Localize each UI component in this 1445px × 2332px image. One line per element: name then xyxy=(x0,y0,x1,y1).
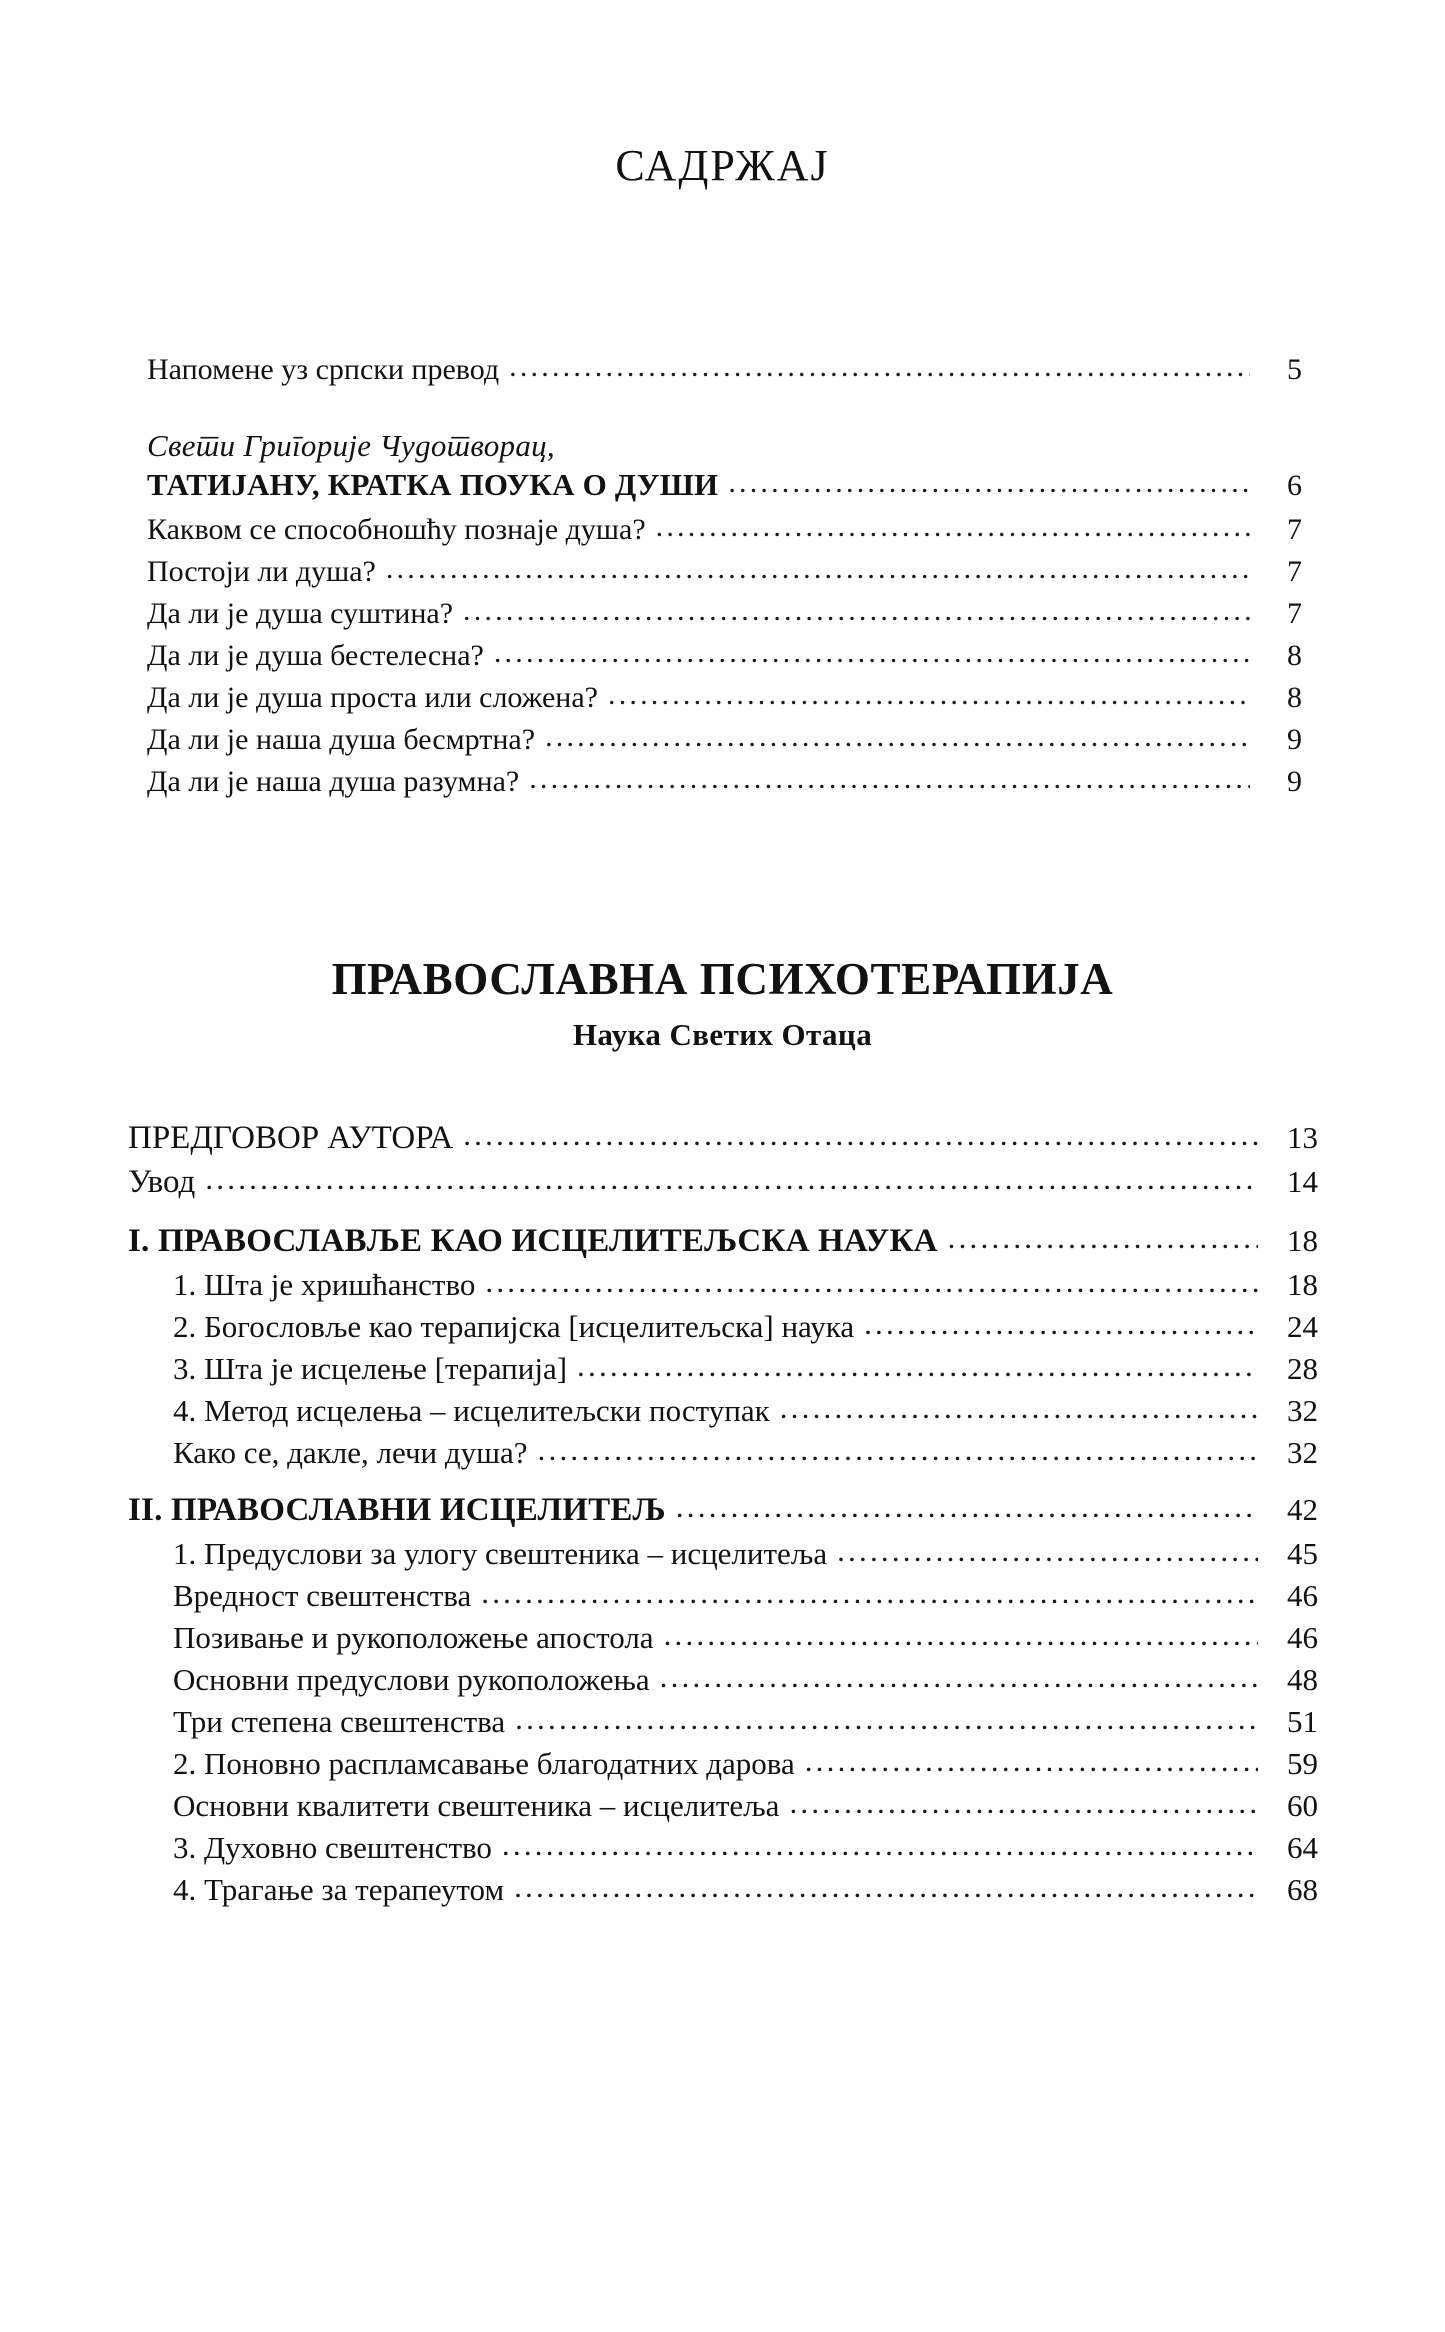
toc-entry[interactable] xyxy=(128,1395,1318,1426)
toc-entry[interactable] xyxy=(128,1269,1318,1300)
toc-entry-page: 5 xyxy=(1287,353,1302,386)
toc-entry[interactable] xyxy=(147,515,1302,545)
toc-entry-page: 6 xyxy=(1287,469,1302,503)
toc-entry-label: Каквом се способношћу познаје душа? xyxy=(147,513,646,547)
dot-leader xyxy=(577,1350,1258,1381)
dot-leader xyxy=(529,764,1250,794)
toc-entry-page: 14 xyxy=(1287,1164,1318,1199)
toc-entry-label: Напомене уз српски превод xyxy=(147,353,500,386)
toc-entry-page: 60 xyxy=(1287,1788,1318,1823)
dot-leader xyxy=(656,512,1250,542)
dot-leader xyxy=(502,1829,1258,1860)
toc-entry-label: Да ли је наша душа бесмртна? xyxy=(147,723,536,757)
dot-leader xyxy=(514,1871,1258,1902)
toc-entry-page: 9 xyxy=(1287,723,1302,757)
toc-entry-introduction[interactable] xyxy=(128,1166,1318,1199)
toc-entry-page: 8 xyxy=(1287,639,1302,673)
toc-entry-page: 59 xyxy=(1287,1746,1318,1781)
toc-entry-page: 64 xyxy=(1287,1830,1318,1865)
dot-leader xyxy=(386,554,1250,584)
toc-entry-label: 3. Духовно свештенство xyxy=(173,1830,492,1865)
toc-entry-page: 24 xyxy=(1287,1309,1318,1344)
toc-entry-label: Вредност свештенства xyxy=(173,1578,472,1613)
toc-entry-page: 42 xyxy=(1287,1492,1318,1527)
toc-entry-preface[interactable] xyxy=(128,1122,1318,1155)
toc-entry-label: 2. Богословље као терапијска [исцелитељска] наука xyxy=(173,1309,855,1344)
dot-leader xyxy=(481,1577,1258,1608)
toc-entry-label: 1. Шта је хришћанство xyxy=(173,1267,476,1302)
toc-entry-page: 48 xyxy=(1287,1662,1318,1697)
toc-entry-label: Три степена свештенства xyxy=(173,1704,506,1739)
dot-leader xyxy=(515,1703,1258,1734)
toc-entry-napomene[interactable] xyxy=(147,355,1302,385)
toc-entry-page: 45 xyxy=(1287,1536,1318,1571)
book-title-block xyxy=(0,955,1445,1053)
book-title: ПРАВОСЛАВНА ПСИХОТЕРАПИЈА xyxy=(331,954,1114,1004)
toc-entry[interactable] xyxy=(128,1538,1318,1569)
toc-entry-work-title[interactable] xyxy=(147,469,1302,501)
book-subtitle: Наука Светих Отаца xyxy=(572,1016,873,1052)
dot-leader xyxy=(837,1535,1258,1566)
page-title: САДРЖАЈ xyxy=(615,141,830,190)
toc-entry[interactable] xyxy=(147,641,1302,671)
toc-entry[interactable] xyxy=(147,767,1302,797)
toc-entry-page: 7 xyxy=(1287,597,1302,631)
toc-entry[interactable] xyxy=(128,1706,1318,1737)
dot-leader xyxy=(789,1787,1258,1818)
toc-entry-page: 32 xyxy=(1287,1435,1318,1470)
toc-entry-label: Увод xyxy=(128,1164,196,1200)
toc-entry-page: 7 xyxy=(1287,555,1302,589)
dot-leader xyxy=(676,1491,1258,1522)
dot-leader xyxy=(545,722,1250,752)
toc-entry-label: 3. Шта је исцелење [терапија] xyxy=(173,1351,568,1386)
toc-entry-label: ПРЕДГОВОР АУТОРА xyxy=(128,1120,454,1156)
toc-entry[interactable] xyxy=(147,683,1302,713)
toc-section-two xyxy=(128,1122,1318,1916)
toc-entry-page: 13 xyxy=(1287,1120,1318,1155)
toc-entry-label: Позивање и рукоположење апостола xyxy=(173,1620,654,1655)
toc-entry-label: Постоји ли душа? xyxy=(147,555,376,589)
dot-leader xyxy=(780,1392,1258,1423)
toc-entry-page: 28 xyxy=(1287,1351,1318,1386)
toc-entry-page: 7 xyxy=(1287,513,1302,547)
toc-entry-page: 18 xyxy=(1287,1267,1318,1302)
dot-leader xyxy=(205,1163,1258,1194)
toc-entry[interactable] xyxy=(128,1622,1318,1653)
dot-leader xyxy=(608,680,1250,710)
toc-entry-label: 4. Трагање за терапеутом xyxy=(173,1872,505,1907)
toc-entry-page: 68 xyxy=(1287,1872,1318,1907)
toc-entry-label: 2. Поновно распламсавање благодатних дарова xyxy=(173,1746,795,1781)
toc-entry-page: 9 xyxy=(1287,765,1302,799)
toc-entry-label: 4. Метод исцелења – исцелитељски поступак xyxy=(173,1393,770,1428)
dot-leader xyxy=(463,1119,1258,1150)
dot-leader xyxy=(805,1745,1258,1776)
toc-entry[interactable] xyxy=(147,599,1302,629)
toc-chapter-2[interactable] xyxy=(128,1494,1318,1527)
toc-entry[interactable] xyxy=(147,725,1302,755)
toc-entry-label: Основни предуслови рукоположења xyxy=(173,1662,650,1697)
toc-entry-page: 46 xyxy=(1287,1620,1318,1655)
toc-entry-page: 46 xyxy=(1287,1578,1318,1613)
toc-entry-page: 32 xyxy=(1287,1393,1318,1428)
dot-leader xyxy=(485,1266,1258,1297)
toc-entry-label: Да ли је наша душа разумна? xyxy=(147,765,520,799)
toc-entry-label: Да ли је душа суштина? xyxy=(147,597,454,631)
toc-entry-label: 1. Предуслови за улогу свештеника – исцелитеља xyxy=(173,1536,828,1571)
dot-leader xyxy=(660,1661,1258,1692)
dot-leader xyxy=(948,1222,1258,1253)
toc-entry[interactable] xyxy=(128,1311,1318,1342)
toc-entry[interactable] xyxy=(128,1832,1318,1863)
dot-leader xyxy=(509,352,1250,382)
toc-entry-page: 18 xyxy=(1287,1223,1318,1258)
toc-entry[interactable] xyxy=(147,557,1302,587)
toc-entry[interactable] xyxy=(128,1437,1318,1468)
dot-leader xyxy=(494,638,1250,668)
author-attribution: Свети Григорије Чудотворац, xyxy=(147,428,555,463)
dot-leader xyxy=(728,468,1250,498)
toc-entry-label: Да ли је душа проста или сложена? xyxy=(147,681,598,715)
toc-entry-label: Основни квалитети свештеника – исцелитеља xyxy=(173,1788,780,1823)
toc-entry[interactable] xyxy=(128,1748,1318,1779)
toc-entry[interactable] xyxy=(128,1580,1318,1611)
toc-chapter-1[interactable] xyxy=(128,1225,1318,1258)
toc-entry-page: 51 xyxy=(1287,1704,1318,1739)
toc-sublist-one xyxy=(147,515,1302,797)
toc-entry-label: ТАТИЈАНУ, КРАТКА ПОУКА О ДУШИ xyxy=(147,467,719,503)
dot-leader xyxy=(864,1308,1258,1339)
toc-entry-page: 8 xyxy=(1287,681,1302,715)
toc-section-one xyxy=(147,355,1302,809)
toc-entry-label: II. ПРАВОСЛАВНИ ИСЦЕЛИТЕЉ xyxy=(128,1492,666,1528)
toc-entry[interactable] xyxy=(128,1874,1318,1905)
toc-entry-label: Да ли је душа бестелесна? xyxy=(147,639,484,673)
dot-leader xyxy=(463,596,1250,626)
toc-entry[interactable] xyxy=(128,1790,1318,1821)
toc-entry[interactable] xyxy=(128,1664,1318,1695)
toc-entry-label: I. ПРАВОСЛАВЉЕ КАО ИСЦЕЛИТЕЉСКА НАУКА xyxy=(128,1223,938,1259)
toc-entry-label: Како се, дакле, лечи душа? xyxy=(173,1435,528,1470)
toc-entry[interactable] xyxy=(128,1353,1318,1384)
dot-leader xyxy=(538,1434,1258,1465)
dot-leader xyxy=(664,1619,1258,1650)
